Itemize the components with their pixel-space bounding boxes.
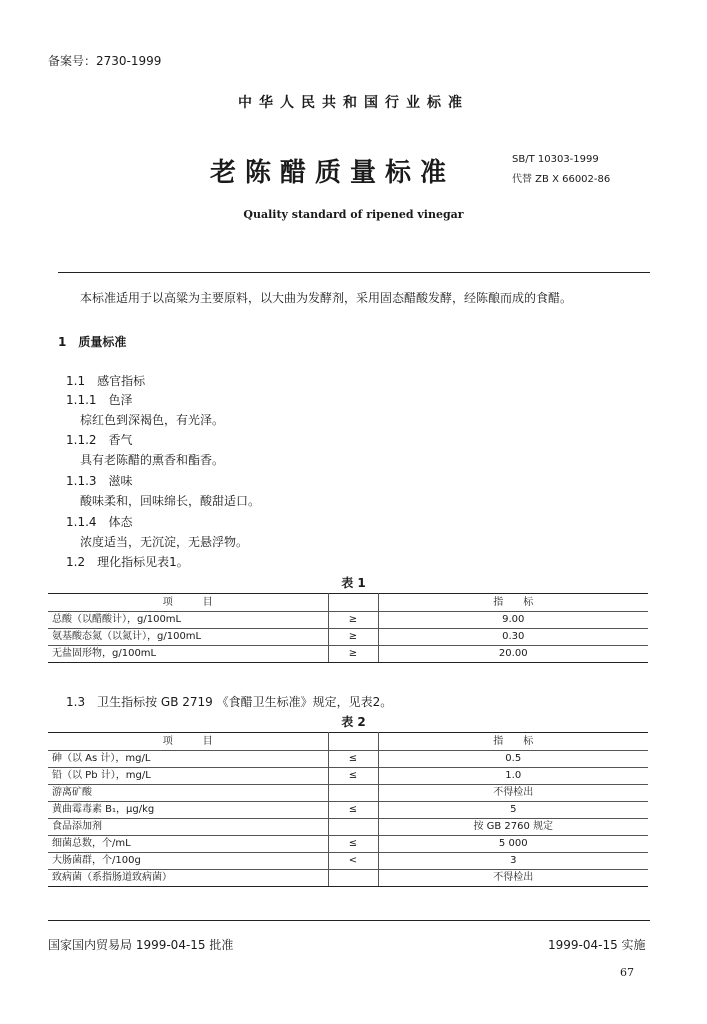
value-cell: 1.0 bbox=[378, 768, 648, 785]
table-2-caption: 表 2 bbox=[341, 715, 366, 729]
clause-text: 酸味柔和，回味绵长，酸甜适口。 bbox=[80, 494, 261, 508]
standard-organization: 中华人民共和国行业标准 bbox=[238, 95, 469, 111]
section-heading: 1 质量标准 bbox=[58, 335, 127, 349]
operator-cell: ≥ bbox=[328, 646, 378, 663]
replaces-code: 代替 ZB X 66002-86 bbox=[512, 174, 611, 185]
value-cell: 5 000 bbox=[378, 836, 648, 853]
value-cell: 不得检出 bbox=[378, 785, 648, 802]
table-row bbox=[48, 870, 648, 887]
clause-text: 棕红色到深褐色，有光泽。 bbox=[80, 413, 225, 427]
table-1 bbox=[48, 593, 648, 663]
table-row bbox=[48, 836, 648, 853]
operator-cell: ≤ bbox=[328, 802, 378, 819]
document-title: 老陈醋质量标准 bbox=[210, 158, 456, 188]
table-header-row bbox=[48, 594, 648, 612]
item-cell: 大肠菌群，个/100g bbox=[48, 853, 328, 870]
column-header: 指 标 bbox=[378, 594, 648, 612]
table-row bbox=[48, 785, 648, 802]
operator-cell: ≤ bbox=[328, 836, 378, 853]
operator-cell bbox=[328, 819, 378, 836]
filing-number: 备案号：2730-1999 bbox=[48, 54, 162, 68]
clause-1-1-2: 1.1.2 香气 bbox=[66, 433, 133, 447]
value-cell: 按 GB 2760 规定 bbox=[378, 819, 648, 836]
standard-code-block bbox=[512, 150, 610, 190]
item-cell: 铅（以 Pb 计），mg/L bbox=[48, 768, 328, 785]
item-cell: 细菌总数，个/mL bbox=[48, 836, 328, 853]
value-cell: 5 bbox=[378, 802, 648, 819]
table-row bbox=[48, 819, 648, 836]
value-cell: 20.00 bbox=[378, 646, 648, 663]
approval-line: 国家国内贸易局 1999-04-15 批准 bbox=[48, 938, 234, 952]
implementation-line: 1999-04-15 实施 bbox=[548, 938, 646, 952]
table-row bbox=[48, 802, 648, 819]
value-cell: 3 bbox=[378, 853, 648, 870]
item-cell: 游离矿酸 bbox=[48, 785, 328, 802]
item-cell: 黄曲霉毒素 B₁，μg/kg bbox=[48, 802, 328, 819]
clause-text: 浓度适当，无沉淀，无悬浮物。 bbox=[80, 535, 249, 549]
clause-1-3: 1.3 卫生指标按 GB 2719 《食醋卫生标准》规定，见表2。 bbox=[66, 695, 393, 709]
operator-cell bbox=[328, 785, 378, 802]
operator-cell bbox=[328, 870, 378, 887]
table-1-caption: 表 1 bbox=[341, 576, 366, 590]
table-row bbox=[48, 646, 648, 663]
item-cell: 食品添加剂 bbox=[48, 819, 328, 836]
item-cell: 总酸（以醋酸计），g/100mL bbox=[48, 612, 328, 629]
table-2 bbox=[48, 732, 648, 887]
scope-paragraph: 本标准适用于以高粱为主要原料，以大曲为发酵剂，采用固态醋酸发酵，经陈酿而成的食醋。 bbox=[80, 291, 573, 305]
table-row bbox=[48, 629, 648, 646]
table-row bbox=[48, 853, 648, 870]
operator-cell: ≤ bbox=[328, 768, 378, 785]
header-divider bbox=[58, 272, 650, 273]
page-number: 67 bbox=[620, 966, 634, 979]
column-header: 指 标 bbox=[378, 733, 648, 751]
clause-text: 具有老陈醋的熏香和酯香。 bbox=[80, 453, 225, 467]
item-cell: 氨基酸态氮（以氮计），g/100mL bbox=[48, 629, 328, 646]
english-title: Quality standard of ripened vinegar bbox=[243, 208, 464, 221]
value-cell: 0.30 bbox=[378, 629, 648, 646]
item-cell: 无盐固形物，g/100mL bbox=[48, 646, 328, 663]
item-cell: 砷（以 As 计），mg/L bbox=[48, 751, 328, 768]
operator-cell: < bbox=[328, 853, 378, 870]
column-header: 项 目 bbox=[48, 733, 328, 751]
operator-cell: ≥ bbox=[328, 612, 378, 629]
clause-1-1: 1.1 感官指标 bbox=[66, 374, 146, 388]
table-row bbox=[48, 612, 648, 629]
table-row bbox=[48, 751, 648, 768]
clause-1-2: 1.2 理化指标见表1。 bbox=[66, 555, 189, 569]
clause-1-1-3: 1.1.3 滋味 bbox=[66, 474, 133, 488]
operator-cell: ≥ bbox=[328, 629, 378, 646]
standard-code: SB/T 10303-1999 bbox=[512, 154, 599, 165]
operator-cell: ≤ bbox=[328, 751, 378, 768]
value-cell: 0.5 bbox=[378, 751, 648, 768]
clause-1-1-4: 1.1.4 体态 bbox=[66, 515, 133, 529]
table-header-row bbox=[48, 733, 648, 751]
column-header: 项 目 bbox=[48, 594, 328, 612]
value-cell: 9.00 bbox=[378, 612, 648, 629]
value-cell: 不得检出 bbox=[378, 870, 648, 887]
footer-divider bbox=[48, 920, 650, 921]
clause-1-1-1: 1.1.1 色泽 bbox=[66, 393, 133, 407]
item-cell: 致病菌（系指肠道致病菌） bbox=[48, 870, 328, 887]
table-row bbox=[48, 768, 648, 785]
